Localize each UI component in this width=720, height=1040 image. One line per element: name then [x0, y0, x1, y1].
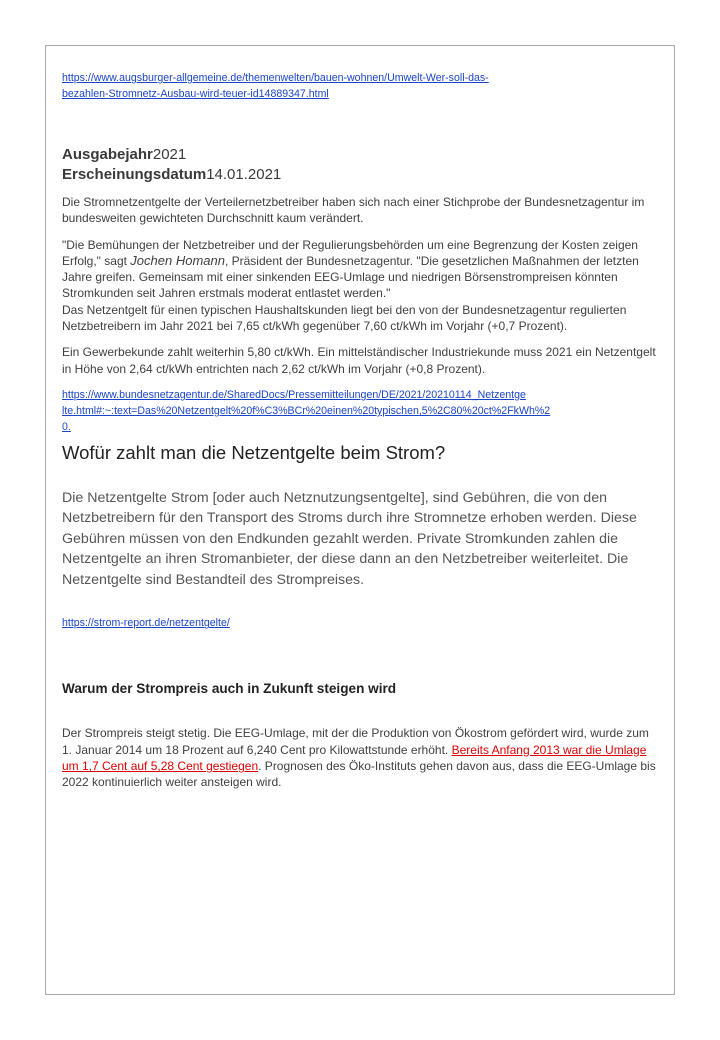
- section-heading: Warum der Strompreis auch in Zukunft steigen wird: [62, 681, 397, 697]
- paragraph: Ein Gewerbekunde zahlt weiterhin 5,80 ct/kWh. Ein mittelständischer Industriekunde muss 2021 ein Netzentgelt in Höhe von 2,64 ct/kWh entrichten nach 2,62 ct/kWh im Vorjahr (+0,8 Prozent).: [62, 345, 656, 376]
- date-row: [62, 165, 660, 185]
- year-label: Ausgabejahr: [62, 146, 153, 163]
- source-link-strom-report[interactable]: https://strom-report.de/netzentgelte/: [62, 617, 230, 630]
- source-link-line: https://www.augsburger-allgemeine.de/themenwelten/bauen-wohnen/Umwelt-Wer-soll-das-: [62, 72, 489, 84]
- document-page: [45, 45, 675, 995]
- paragraph: Die Stromnetzentgelte der Verteilernetzbetreiber haben sich nach einer Stichprobe der Bundesnetzagentur im bundesweiten gewichteten Durchschnitt kaum verändert.: [62, 195, 645, 226]
- body-text: Der Strompreis steigt stetig. Die EEG-Umlage, mit der die Produktion von Ökostrom gefördert wird, wurde zum 1. Januar 2014 um 18 Prozent auf 6,240 Cent pro Kilowattstunde erhöht.: [62, 726, 649, 757]
- document-content: [62, 68, 660, 791]
- highlighted-text[interactable]: Bereits Anfang 2013 war die Umlage um 1,7 Cent auf 5,28 Cent gestiegen: [62, 742, 647, 774]
- date-label: Erscheinungsdatum: [62, 166, 207, 183]
- quote-text: "Die Bemühungen der Netzbetreiber und der Regulierungsbehörden um eine Begrenzung der Kosten zeigen Erfolg," sagt: [62, 237, 638, 268]
- source-link-line: 0.: [62, 420, 71, 433]
- publication-meta: [62, 145, 660, 185]
- section-body: [62, 725, 660, 790]
- quote-text: , Präsident der Bundesnetzagentur. "Die gesetzlichen Maßnahmen der letzten Jahre greifen. Gemeinsam mit einer sinkenden EEG-Umlage und niedrigen Börsenstrompreisen könnten Stromkunden seit Jahren erstmals moderat entlastet werden.": [62, 253, 639, 301]
- date-value: 14.01.2021: [206, 166, 282, 183]
- source-link-line: lte.html#:~:text=Das%20Netzentgelt%20f%C3%BCr%20einen%20typischen,5%2C80%20ct%2FkWh%2: [62, 404, 551, 417]
- section-heading: Wofür zahlt man die Netzentgelte beim Strom?: [62, 441, 446, 463]
- source-link-line: bezahlen-Stromnetz-Ausbau-wird-teuer-id14889347.html: [62, 88, 329, 100]
- quote-paragraph: [62, 237, 660, 302]
- body-text: . Prognosen des Öko-Instituts gehen davon aus, dass die EEG-Umlage bis 2022 kontinuierlich weiter ansteigen wird.: [62, 759, 656, 790]
- year-value: 2021: [152, 146, 187, 163]
- source-link-bundesnetzagentur[interactable]: [62, 387, 660, 435]
- person-name: Jochen Homann: [130, 252, 225, 268]
- source-link-augsburger[interactable]: [62, 70, 660, 102]
- paragraph: Das Netzentgelt für einen typischen Haushaltskunden liegt bei den von der Bundesnetzagentur regulierten Netzbetreibern im Jahr 2021 bei 7,65 ct/kWh gegenüber 7,60 ct/kWh im Vorjahr (+0,7 Prozent).: [62, 302, 627, 334]
- year-row: [62, 145, 660, 165]
- source-link-line: https://www.bundesnetzagentur.de/SharedDocs/Pressemitteilungen/DE/2021/20210114_Netzentge: [62, 388, 526, 401]
- section-body: Die Netzentgelte Strom [oder auch Netznutzungsentgelte], sind Gebühren, die von den Netzbetreibern für den Transport des Stroms durch ihre Stromnetze erhoben werden. Diese Gebühren müssen von den Endkunden gezahlt werden. Private Stromkunden zahlen die Netzentgelte an ihren Stromanbieter, der diese dann an den Netzbetreiber weiterleitet. Die Netzentgelte sind Bestandteil des Strompreises.: [62, 489, 637, 588]
